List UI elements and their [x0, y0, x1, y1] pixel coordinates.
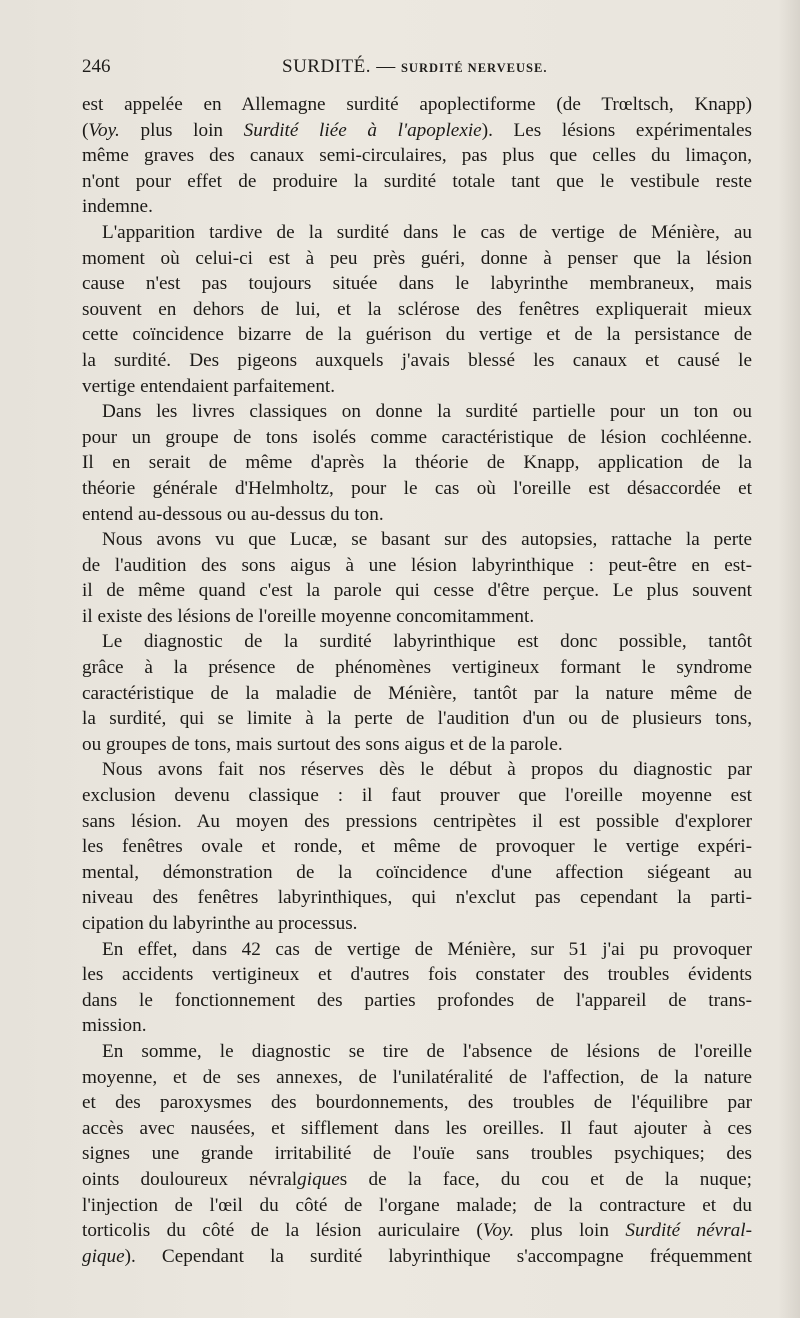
text-line: indemne.: [82, 196, 153, 218]
text-line: et des paroxysmes des bourdonnements, des troubles de l'équilibre par: [82, 1092, 752, 1114]
chapter-title: SURDITÉ.: [282, 56, 371, 77]
text-line: cause n'est pas toujours située dans le labyrinthe membraneux, mais: [82, 273, 752, 295]
text-line: entend au-dessous ou au-dessus du ton.: [82, 503, 384, 525]
text-line: cipation du labyrinthe au processus.: [82, 913, 358, 934]
text-line: les accidents vertigineux et d'autres fois constater des troubles évidents: [82, 964, 752, 986]
text-line: oints douloureux névralgiques de la face, du cou et de la nuque;: [82, 1168, 753, 1190]
text-line: (Voy. plus loin Surdité liée à l'apoplexie). Les lésions expérimentales: [82, 119, 752, 141]
text-line: n'ont pour effet de produire la surdité totale tant que le vestibule reste: [82, 170, 752, 192]
text-line: souvent en dehors de lui, et la sclérose des fenêtres expliquerait mieux: [82, 298, 752, 320]
page-number: 246: [82, 56, 111, 77]
text-line: niveau des fenêtres labyrinthiques, qui n'exclut pas cependant la parti-: [82, 887, 752, 909]
text-line: théorie générale d'Helmholtz, pour le cas où l'oreille est désaccordée et: [82, 477, 752, 499]
text-line: de l'audition des sons aigus à une lésion labyrinthique : peut-être en est-: [82, 554, 752, 576]
text-line: caractéristique de la maladie de Ménière, tantôt par la nature même de: [82, 682, 752, 704]
text-line: ou groupes de tons, mais surtout des sons aigus et de la parole.: [82, 733, 563, 755]
text-line: Le diagnostic de la surdité labyrinthique est donc possible, tantôt: [102, 631, 752, 653]
text-line: sans lésion. Au moyen des pressions centripètes il est possible d'explorer: [82, 810, 752, 832]
running-head: [82, 56, 752, 84]
text-line: l'injection de l'œil du côté de l'organe malade; de la contracture et du: [82, 1194, 752, 1216]
text-line: mental, démonstration de la coïncidence d'une affection siégeant au: [82, 861, 752, 883]
text-line: moyenne, et de ses annexes, de l'unilatéralité de l'affection, de la nature: [82, 1066, 752, 1088]
text-line: accès avec nausées, et sifflement dans les oreilles. Il faut ajouter à ces: [82, 1117, 752, 1139]
text-line: la surdité, qui se limite à la perte de l'audition d'un ou de plusieurs tons,: [82, 708, 752, 730]
text-line: signes une grande irritabilité de l'ouïe sans troubles psychiques; des: [82, 1143, 752, 1165]
text-line: est appelée en Allemagne surdité apoplectiforme (de Trœltsch, Knapp): [82, 94, 752, 115]
text-line: la surdité. Des pigeons auxquels j'avais blessé les canaux et causé le: [82, 349, 752, 371]
text-line: moment où celui-ci est à peu près guéri, donne à penser que la lésion: [82, 247, 752, 269]
text-line: Il en serait de même d'après la théorie de Knapp, application de la: [82, 452, 752, 474]
text-line: il de même quand c'est la parole qui cesse d'être perçue. Le plus souvent: [82, 580, 752, 602]
text-line: vertige entendaient parfaitement.: [82, 375, 336, 397]
section-subtitle: SURDITÉ NERVEUSE.: [400, 61, 548, 75]
text-line: torticolis du côté de la lésion auriculaire (Voy. plus loin Surdité névral-: [82, 1220, 752, 1242]
text-line: L'apparition tardive de la surdité dans le cas de vertige de Ménière, au: [102, 221, 752, 243]
text-line: dans le fonctionnement des parties profondes de l'appareil de trans-: [82, 989, 752, 1011]
text-line: Dans les livres classiques on donne la surdité partielle pour un ton ou: [102, 401, 752, 423]
body-text: [82, 92, 752, 1269]
text-line: cette coïncidence bizarre de la guérison du vertige et de la persistance de: [82, 324, 752, 346]
text-line: grâce à la présence de phénomènes vertigineux formant le syndrome: [82, 657, 752, 679]
text-line: mission.: [82, 1015, 147, 1037]
text-line: exclusion devenu classique : il faut prouver que l'oreille moyenne est: [82, 785, 752, 807]
text-line: En somme, le diagnostic se tire de l'absence de lésions de l'oreille: [102, 1040, 752, 1062]
text-line: il existe des lésions de l'oreille moyenne concomitamment.: [82, 605, 535, 627]
title-dash: —: [376, 56, 396, 77]
text-line: même graves des canaux semi-circulaires, pas plus que celles du limaçon,: [82, 145, 752, 167]
text-line: les fenêtres ovale et ronde, et même de provoquer le vertige expéri-: [82, 836, 752, 858]
running-title: [282, 56, 547, 78]
text-line: gique). Cependant la surdité labyrinthique s'accompagne fréquemment: [82, 1245, 752, 1267]
text-line: Nous avons fait nos réserves dès le début à propos du diagnostic par: [102, 759, 752, 781]
text-line: En effet, dans 42 cas de vertige de Ménière, sur 51 j'ai pu provoquer: [102, 938, 752, 960]
text-line: Nous avons vu que Lucæ, se basant sur des autopsies, rattache la perte: [102, 529, 752, 551]
text-line: pour un groupe de tons isolés comme caractéristique de lésion cochléenne.: [82, 426, 752, 448]
